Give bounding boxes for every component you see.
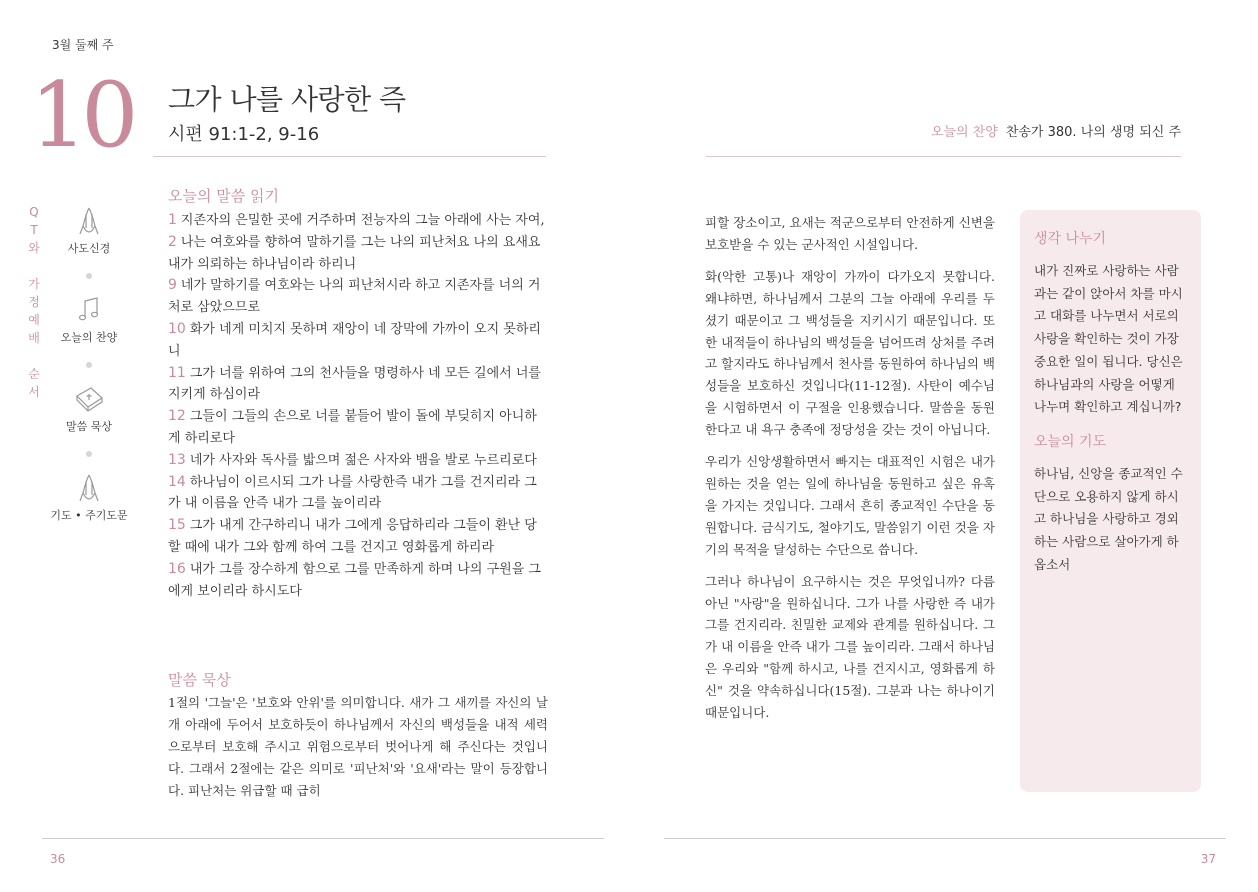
verse-number: 16	[168, 560, 186, 577]
verse-text: 그들이 그들의 손으로 너를 붙들어 발이 돌에 부딪히지 아니하게 하리로다	[168, 409, 537, 446]
verse	[168, 275, 548, 319]
verse-number: 12	[168, 408, 186, 425]
scripture-reference: 시편 91:1-2, 9-16	[168, 124, 320, 145]
page-number-right: 37	[1200, 852, 1216, 866]
verse-text: 하나님이 이르시되 그가 나를 사랑한즉 내가 그를 건지리라 그가 내 이름을 안즉 내가 그를 높이리라	[168, 474, 537, 512]
verse-text: 그가 내게 간구하리니 내가 그에게 응답하리라 그들이 환난 당할 때에 내가 그와 함께 하여 그를 건지고 영화롭게 하리라	[168, 518, 537, 555]
hymn-label: 오늘의 찬양	[930, 125, 998, 140]
meditation-text-right	[705, 212, 995, 734]
prayer-heading: 오늘의 기도	[1034, 433, 1107, 450]
verse	[168, 363, 548, 407]
verse	[168, 450, 548, 472]
scripture-text	[168, 210, 548, 602]
nav-separator-dot	[86, 362, 92, 368]
verse-number: 10	[168, 320, 186, 337]
nav-label: 사도신경	[67, 242, 111, 255]
verse	[168, 559, 548, 603]
nav-label: 기도 • 주기도문	[50, 509, 128, 522]
nav-item-apostles-creed	[52, 204, 126, 259]
vertical-char: Q	[29, 205, 39, 219]
nav-label: 말씀 묵상	[65, 420, 112, 433]
nav-label: 오늘의 찬양	[60, 331, 118, 344]
verse-number: 1	[168, 212, 177, 228]
vertical-char: 가	[28, 277, 40, 291]
hymn-title: 찬송가 380. 나의 생명 되신 주	[1005, 125, 1181, 140]
vertical-char: 정	[28, 295, 40, 309]
nav-item-meditation	[52, 382, 126, 437]
header-divider-left	[153, 156, 546, 157]
verse-text: 네가 사자와 독사를 밟으며 젊은 사자와 뱀을 발로 누르리로다	[189, 452, 537, 468]
reflection-box	[1020, 210, 1201, 792]
verse-number: 11	[168, 364, 186, 381]
verse	[168, 515, 548, 559]
vertical-gap	[26, 347, 42, 365]
verse-number: 15	[168, 517, 186, 534]
page-number-left: 36	[50, 852, 66, 866]
nav-separator-dot	[86, 451, 92, 457]
vertical-section-title	[26, 203, 42, 401]
meditation-paragraph: 피할 장소이고, 요새는 적군으로부터 안전하게 신변을 보호받을 수 있는 군사적인 시설입니다.	[705, 215, 995, 252]
verse-text: 네가 말하기를 여호와는 나의 피난처시라 하고 지존자를 너의 거처로 삼았으므로	[168, 278, 541, 316]
verse	[168, 232, 548, 276]
vertical-char: 와	[28, 241, 40, 255]
verse-text: 그가 너를 위하여 그의 천사들을 명령하사 네 모든 길에서 너를 지키게 하심이라	[168, 365, 541, 403]
meditation-text-left: 1절의 '그늘'은 '보호와 안위'를 의미합니다. 새가 그 새끼를 자신의 날개 아래에 두어서 보호하듯이 하나님께서 자신의 백성들을 내적 세력으로부터 보호해 주시고 위험으로부터 벗어나게 해 주신다는 것입니다. 그래서 2절에는 같은 의미로 '피난처'와 '요새'라는 말이 등장합니다. 피난처는 위급할 때 급히	[168, 695, 548, 798]
music-note-icon	[72, 293, 106, 327]
worship-order-nav	[52, 204, 126, 526]
vertical-char: 배	[28, 331, 40, 345]
vertical-gap	[26, 257, 42, 275]
verse-text: 지존자의 은밀한 곳에 거주하며 전능자의 그늘 아래에 사는 자여,	[180, 213, 545, 228]
bible-icon	[72, 382, 106, 416]
vertical-char: 서	[28, 385, 40, 399]
meditation-paragraph: 그러나 하나님이 요구하시는 것은 무엇입니까? 다름 아닌 "사랑"을 원하십니다. 그가 나를 사랑한 즉 내가 그를 건지리라. 친밀한 교제와 관계를 원하십니다. 그가 내 이름을 안즉 내가 그를 높이리라. 그래서 하나님은 우리와 "함께 하시고, 나를 건지시고, 영화롭게 하신" 것을 약속하십니다(15절). 그분과 나는 하나이기 때문입니다.	[705, 573, 995, 721]
meditation-heading: 말씀 묵상	[168, 671, 231, 689]
footer-divider-right	[664, 838, 1226, 839]
vertical-char: 예	[28, 313, 40, 327]
verse-number: 9	[168, 277, 177, 294]
share-heading: 생각 나누기	[1034, 231, 1107, 247]
praying-hands-icon	[72, 471, 106, 505]
verse-text: 나는 여호와를 향하여 말하기를 그는 나의 피난처요 나의 요새요 내가 의뢰하는 하나님이라 하리니	[168, 234, 541, 272]
day-number: 10	[30, 63, 133, 168]
nav-item-prayer	[52, 471, 126, 526]
nav-item-hymn	[52, 293, 126, 348]
vertical-char: 순	[28, 367, 40, 381]
meditation-paragraph: 화(악한 고통)나 재앙이 가까이 다가오지 못합니다. 왜냐하면, 하나님께서 그분의 그늘 아래에 우리를 두셨기 때문이고 그 백성들을 지키시기 때문입니다. 또한 내적들이 하나님의 백성들을 넘어뜨려 상처를 주려고 할지라도 하나님께서 천사를 동원하여 하나님의 백성들을 보호하신 것입니다(11-12절). 사탄이 예수님을 시험하면서 이 구절을 인용했습니다. 말씀을 동원한다고 내 욕구 충족에 정당성을 갖는 것이 아닙니다.	[705, 268, 995, 438]
verse	[168, 319, 548, 363]
verse	[168, 406, 548, 450]
verse	[168, 472, 548, 516]
verse-number: 2	[168, 233, 177, 250]
verse-text: 화가 네게 미치지 못하며 재앙이 네 장막에 가까이 오지 못하리니	[168, 321, 541, 359]
page-title: 그가 나를 사랑한 즉	[168, 83, 406, 116]
nav-separator-dot	[86, 273, 92, 279]
vertical-char: T	[30, 223, 38, 237]
verse-text: 내가 그를 장수하게 함으로 그를 만족하게 하며 나의 구원을 그에게 보이리라 하시도다	[168, 561, 541, 599]
praying-hands-icon	[72, 204, 106, 238]
verse	[168, 210, 548, 232]
meditation-paragraph: 우리가 신앙생활하면서 빠지는 대표적인 시험은 내가 원하는 것을 얻는 일에 하나님을 동원하고 싶은 유혹을 가지는 것입니다. 그래서 흔히 종교적인 수단을 동원합니다. 금식기도, 철야기도, 말씀읽기 이런 것을 자기의 목적을 달성하는 수단으로 씁니다.	[705, 454, 995, 557]
todays-hymn	[931, 121, 1181, 140]
verse-number: 13	[168, 451, 186, 468]
week-label: 3월 둘째 주	[52, 38, 114, 52]
share-text: 내가 진짜로 사랑하는 사람과는 같이 앉아서 차를 마시고 대화를 나누면서 서로의 사랑을 확인하는 것이 가장 중요한 일이 됩니다. 당신은 하나님과의 사랑을 어떻게 나누며 확인하고 계십니까?	[1034, 263, 1183, 415]
footer-divider-left	[42, 838, 604, 839]
verse-number: 14	[168, 473, 186, 490]
reading-heading: 오늘의 말씀 읽기	[168, 187, 279, 205]
prayer-text: 하나님, 신앙을 종교적인 수단으로 오용하지 않게 하시고 하나님을 사랑하고 경외하는 사람으로 살아가게 하옵소서	[1034, 465, 1183, 572]
header-divider-right	[706, 156, 1181, 157]
